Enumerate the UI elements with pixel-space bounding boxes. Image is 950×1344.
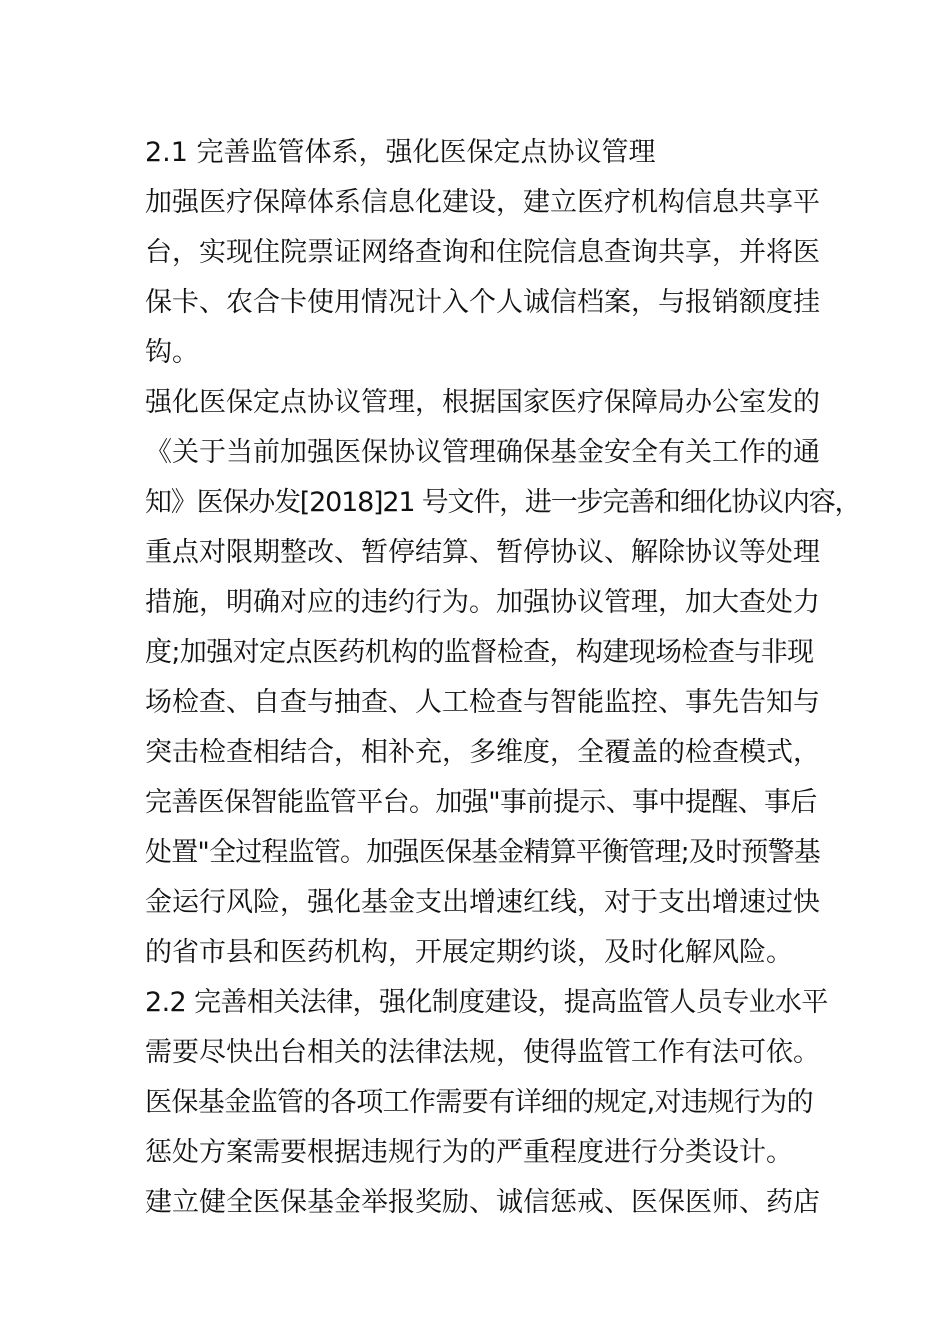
paragraph-line: 钩。: [145, 337, 199, 368]
paragraph-line: 需要尽快出台相关的法律法规，使得监管工作有法可依。: [145, 1037, 820, 1068]
paragraph-line: 加强医疗保障体系信息化建设，建立医疗机构信息共享平: [145, 187, 820, 218]
paragraph-line: 的省市县和医药机构，开展定期约谈，及时化解风险。: [145, 937, 793, 968]
paragraph-line: 处置"全过程监管。加强医保基金精算平衡管理;及时预警基: [145, 837, 820, 868]
paragraph-line: 措施，明确对应的违约行为。加强协议管理，加大查处力: [145, 587, 820, 618]
paragraph-line: 金运行风险，强化基金支出增速红线，对于支出增速过快: [145, 887, 820, 918]
paragraph-line: 《关于当前加强医保协议管理确保基金安全有关工作的通: [145, 437, 820, 468]
paragraph-line: 场检查、自查与抽查、人工检查与智能监控、事先告知与: [145, 687, 820, 718]
paragraph-line: 建立健全医保基金举报奖励、诚信惩戒、医保医师、药店: [145, 1187, 820, 1218]
document-body: [145, 128, 861, 1228]
paragraph-line: 知》医保办发[2018]21 号文件，进一步完善和细化协议内容，: [145, 487, 861, 518]
paragraph-line: 医保基金监管的各项工作需要有详细的规定,对违规行为的: [145, 1087, 813, 1118]
paragraph-line: 突击检查相结合，相补充，多维度，全覆盖的检查模式，: [145, 737, 820, 768]
paragraph-line: 保卡、农合卡使用情况计入个人诚信档案，与报销额度挂: [145, 287, 820, 318]
section-heading-2-2: 2.2 完善相关法律，强化制度建设，提高监管人员专业水平: [145, 987, 828, 1018]
paragraph-line: 惩处方案需要根据违规行为的严重程度进行分类设计。: [145, 1137, 793, 1168]
paragraph-line: 完善医保智能监管平台。加强"事前提示、事中提醒、事后: [145, 787, 817, 818]
paragraph-line: 度;加强对定点医药机构的监督检查，构建现场检查与非现: [145, 637, 814, 668]
section-heading-2-1: 2.1 完善监管体系，强化医保定点协议管理: [145, 137, 656, 168]
paragraph-line: 重点对限期整改、暂停结算、暂停协议、解除协议等处理: [145, 537, 820, 568]
paragraph-line: 强化医保定点协议管理，根据国家医疗保障局办公室发的: [145, 387, 820, 418]
paragraph-line: 台，实现住院票证网络查询和住院信息查询共享，并将医: [145, 237, 820, 268]
